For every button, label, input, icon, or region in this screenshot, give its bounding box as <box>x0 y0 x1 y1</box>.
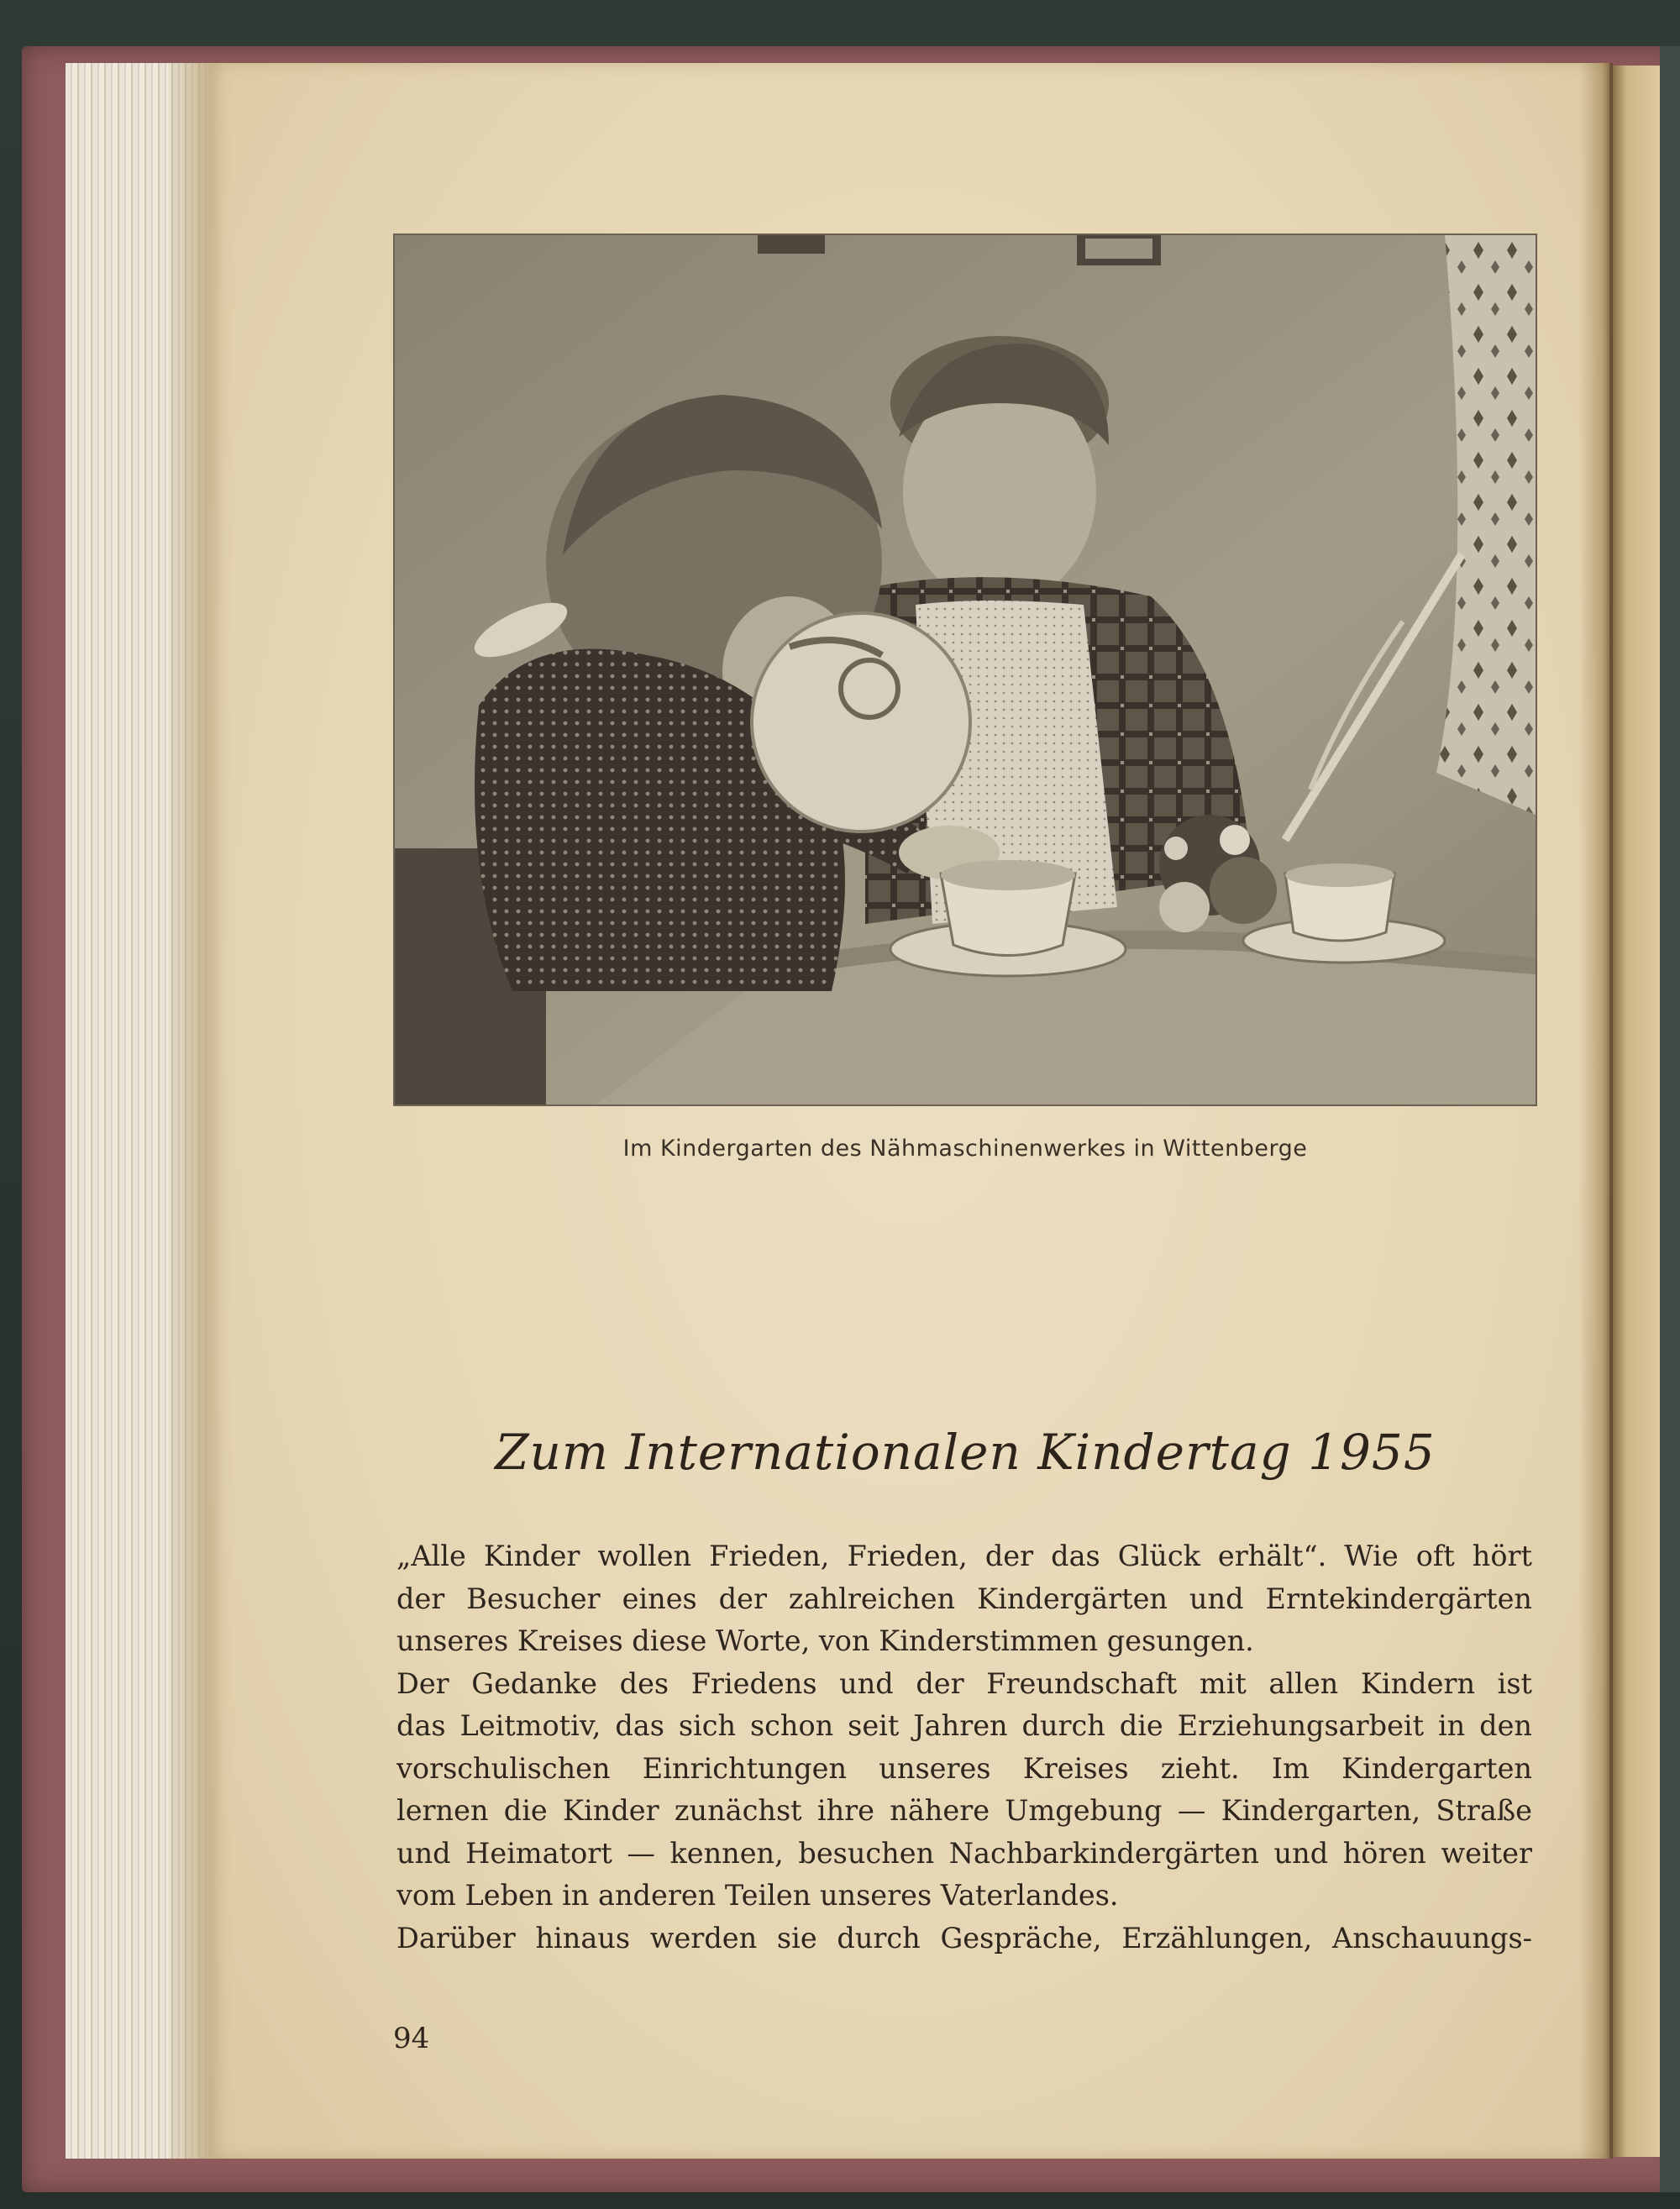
body-line: lernen die Kinder zunächst ihre nähere Umgebung — Kindergarten, Straße <box>396 1794 1532 1827</box>
body-line: Der Gedanke des Friedens und der Freundschaft mit allen Kindern ist <box>396 1666 1532 1700</box>
kindergarten-photo <box>395 235 1536 1104</box>
article-heading: Zum Internationalen Kindertag 1955 <box>495 1424 1436 1481</box>
body-line: unseres Kreises diese Worte, von Kinderstimmen gesungen. <box>396 1624 1254 1657</box>
body-line: vom Leben in anderen Teilen unseres Vaterlandes. <box>396 1879 1119 1912</box>
body-line: und Heimatort — kennen, besuchen Nachbarkindergärten und hören weiter <box>396 1836 1532 1870</box>
body-line: „Alle Kinder wollen Frieden, Frieden, der das Glück erhält“. Wie oft hört <box>396 1540 1532 1572</box>
article-body <box>396 1535 1532 1960</box>
body-line: das Leitmotiv, das sich schon seit Jahren durch die Erziehungsarbeit in den <box>396 1709 1532 1742</box>
photo-caption: Im Kindergarten des Nähmaschinenwerkes in Wittenberge <box>622 1136 1308 1162</box>
next-page-edge <box>1613 66 1660 2157</box>
body-line: Darüber hinaus werden sie durch Gespräche, Erzählungen, Anschauungs- <box>396 1921 1532 1955</box>
body-line: vorschulischen Einrichtungen unseres Kreises zieht. Im Kindergarten <box>396 1751 1532 1785</box>
page-gutter <box>1579 63 1613 2159</box>
body-line: der Besucher eines der zahlreichen Kindergärten und Erntekindergärten <box>396 1582 1532 1615</box>
page-number: 94 <box>393 2022 430 2055</box>
book-cover-right <box>1660 46 1680 2192</box>
